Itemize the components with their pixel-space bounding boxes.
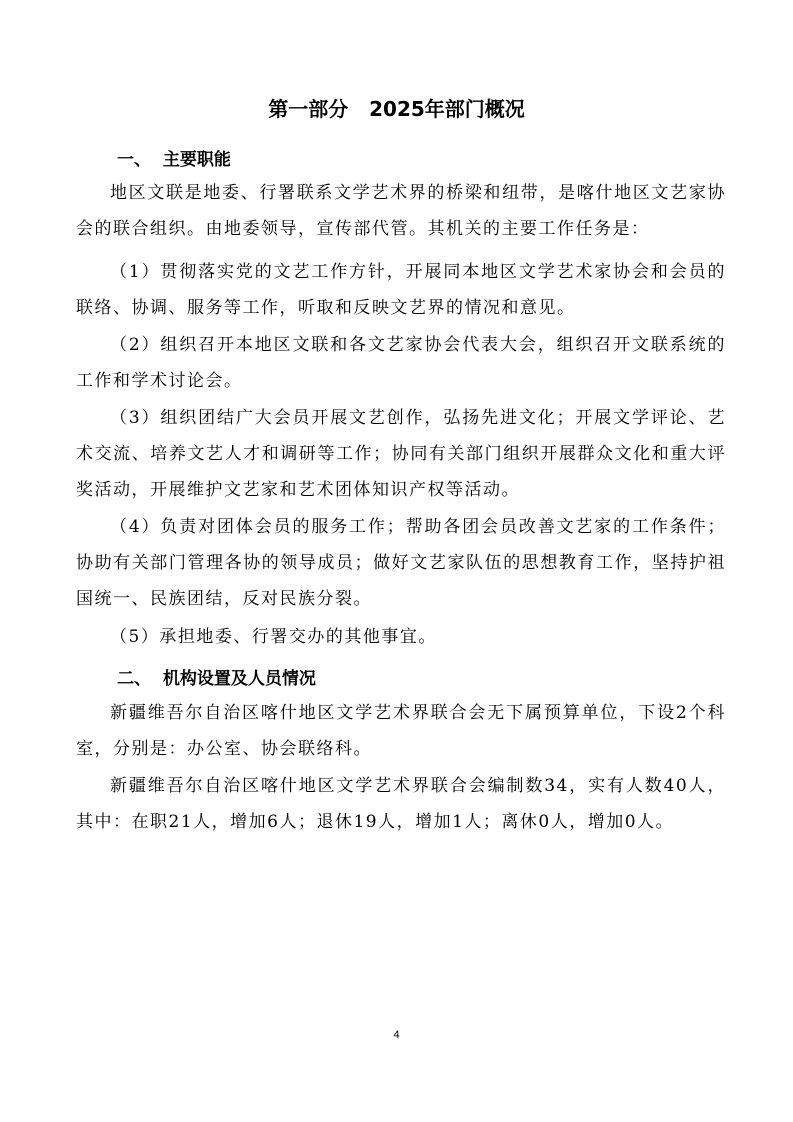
section-heading-main-functions: 一、 主要职能 — [117, 150, 231, 170]
paragraph-task-3: （3）组织团结广大会员开展文艺创作，弘扬先进文化；开展文学评论、艺术交流、培养文艺人才和调研等工作；协同有关部门组织开展群众文化和重大评奖活动，开展维护文艺家和艺术团体知识产权等活动。 — [76, 408, 726, 500]
page-title: 第一部分 2025年部门概况 — [268, 97, 525, 121]
paragraph-task-4: （4）负责对团体会员的服务工作；帮助各团会员改善文艺家的工作条件；协助有关部门管理各协的领导成员；做好文艺家队伍的思想教育工作，坚持护祖国统一、民族团结，反对民族分裂。 — [76, 517, 726, 609]
paragraph-task-2: （2）组织召开本地区文联和各文艺家协会代表大会，组织召开文联系统的工作和学术讨论会。 — [76, 335, 726, 391]
paragraph-task-5: （5）承担地委、行署交办的其他事宜。 — [110, 627, 437, 647]
section-heading-organization: 二、 机构设置及人员情况 — [117, 669, 316, 689]
paragraph-staffing: 新疆维吾尔自治区喀什地区文学艺术界联合会编制数34，实有人数40人，其中：在职21人，增加6人；退休19人，增加1人；离休0人，增加0人。 — [76, 776, 726, 832]
page-number: 4 — [393, 1029, 400, 1041]
paragraph-task-1: （1）贯彻落实党的文艺工作方针，开展同本地区文学艺术家协会和会员的联络、协调、服务等工作，听取和反映文艺界的情况和意见。 — [76, 262, 726, 318]
paragraph-organization: 新疆维吾尔自治区喀什地区文学艺术界联合会无下属预算单位，下设2个科室，分别是：办公室、协会联络科。 — [76, 703, 726, 759]
paragraph-intro: 地区文联是地委、行署联系文学艺术界的桥梁和纽带，是喀什地区文艺家协会的联合组织。由地委领导，宣传部代管。其机关的主要工作任务是： — [76, 183, 726, 239]
